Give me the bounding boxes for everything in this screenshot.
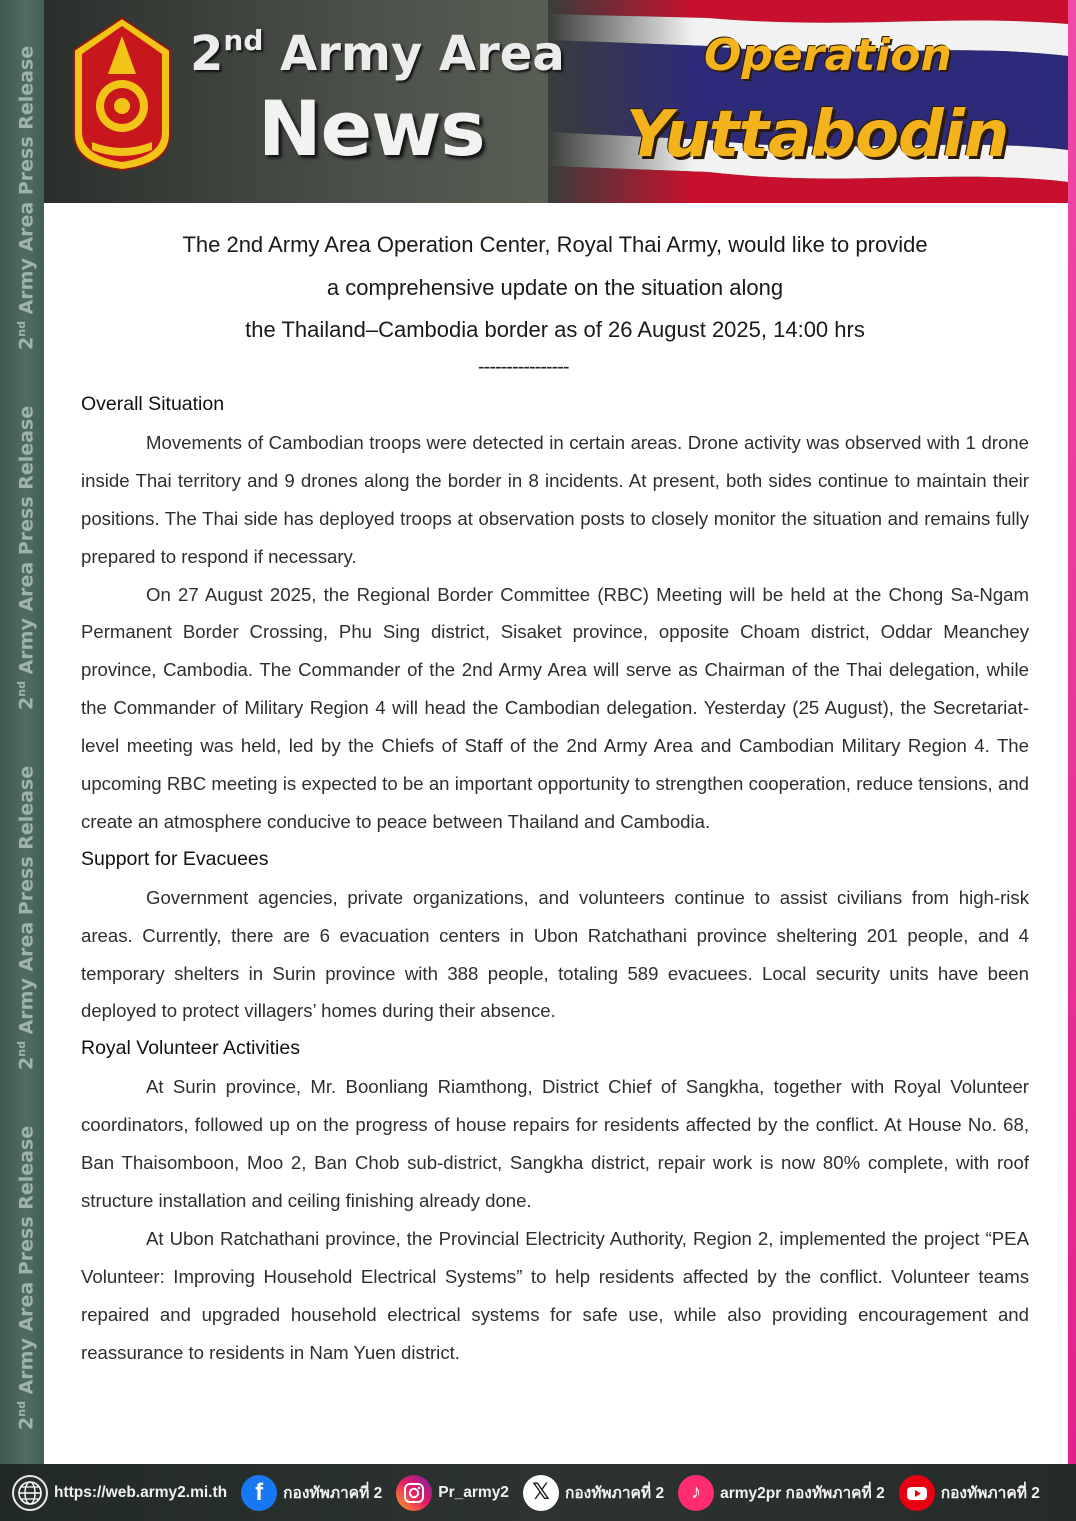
x-text: กองทัพภาคที่ 2 [564,1485,665,1502]
header-title: 2nd Army Area [190,24,565,82]
facebook-text: กองทัพภาคที่ 2 [283,1485,383,1502]
youtube-text: กองทัพภาคที่ 2 [940,1485,1040,1502]
section-heading: Royal Volunteer Activities [81,1037,300,1060]
header-banner [44,0,1068,203]
army-emblem-logo [66,14,178,174]
paragraph: At Surin province, Mr. Boonliang Riamthong, District Chief of Sangkha, together with Royal Volunteer coordinators, followed up on the progress of house repairs for residents affected by the conflict. At House No. 68, Ban Thaisomboon, Moo 2, Ban Chob sub-district, Sangkha district, repair work is now 80% complete, with roof structure installation and ceiling finishing already done. [81,1076,1029,1211]
tiktok-text: army2pr กองทัพภาคที่ 2 [720,1485,885,1502]
instagram-icon [396,1475,432,1511]
facebook-icon: f [241,1475,277,1511]
side-label: 2nd Army Area Press Release [15,405,38,710]
instagram-text: Pr_army2 [438,1483,509,1501]
globe-icon [12,1475,48,1511]
x-icon: 𝕏 [523,1475,559,1511]
operation-name: Yuttabodin [626,98,1009,172]
header-news: News [258,84,485,173]
intro-line: a comprehensive update on the situation along [326,274,784,300]
instagram-link[interactable] [396,1475,509,1511]
paragraph: On 27 August 2025, the Regional Border Committee (RBC) Meeting will be held at the Chong Sa-Ngam Permanent Border Crossing, Phu Sing district, Sisaket province, opposite Choam district, Oddar Meanchey province, Cambodia. The Commander of the 2nd Army Area will serve as Chairman of the Thai delegation, while the Commander of Military Region 4 will head the Cambodian delegation. Yesterday (25 August), the Secretariat-level meeting was held, led by the Chiefs of Staff of the 2nd Army Area and Cambodian Military Region 4. The upcoming RBC meeting is expected to be an important opportunity to strengthen cooperation, reduce tensions, and create an atmosphere conducive to peace between Thailand and Cambodia. [81,583,1029,832]
website-link[interactable] [12,1475,227,1511]
intro-line: the Thailand–Cambodia border as of 26 August 2025, 14:00 hrs [245,317,865,342]
paragraph: At Ubon Ratchathani province, the Provincial Electricity Authority, Region 2, implemented the project “PEA Volunteer: Improving Household Electrical Systems” to help residents affected by the conflict. Volunteer teams repaired and upgraded household electrical systems for safe use, while also providing encouragement and reassurance to residents in Nam Yuen district. [81,1227,1029,1363]
paragraph: Government agencies, private organizations, and volunteers continue to assist civilians from high-risk areas. Currently, there are 6 evacuation centers in Ubon Ratchathani province sheltering 201 people, and 4 temporary shelters in Surin province with 388 people, totaling 589 evacuees. Local security units have been deployed to protect villagers’ homes during their absence. [81,886,1029,1022]
intro-line: The 2nd Army Area Operation Center, Royal Thai Army, would like to provide [182,232,928,257]
paragraph: Movements of Cambodian troops were detected in certain areas. Drone activity was observed with 1 drone inside Thai territory and 9 drones along the border in 8 incidents. At present, both sides continue to maintain their positions. The Thai side has deployed troops at observation posts to closely monitor the situation and remains fully prepared to respond if necessary. [81,431,1029,567]
operation-label: Operation [704,30,952,81]
divider: ---------------- [478,356,569,378]
youtube-link[interactable] [899,1475,1040,1511]
x-link[interactable] [523,1475,664,1511]
facebook-link[interactable] [241,1475,382,1511]
side-label: 2nd Army Area Press Release [15,45,38,350]
section-heading: Overall Situation [81,393,225,415]
tiktok-icon: ♪ [678,1475,714,1511]
intro-statement [80,224,1030,352]
section-heading: Support for Evacuees [81,847,269,870]
side-strip [0,0,44,1521]
tiktok-link[interactable] [678,1475,885,1511]
website-text: https://web.army2.mi.th [54,1483,228,1501]
youtube-icon [899,1475,935,1511]
page-edge [1068,0,1076,1521]
side-label: 2nd Army Area Press Release [15,765,38,1070]
footer-bar [0,1464,1076,1521]
article-body [81,386,1029,1372]
side-label: 2nd Army Area Press Release [15,1125,38,1430]
